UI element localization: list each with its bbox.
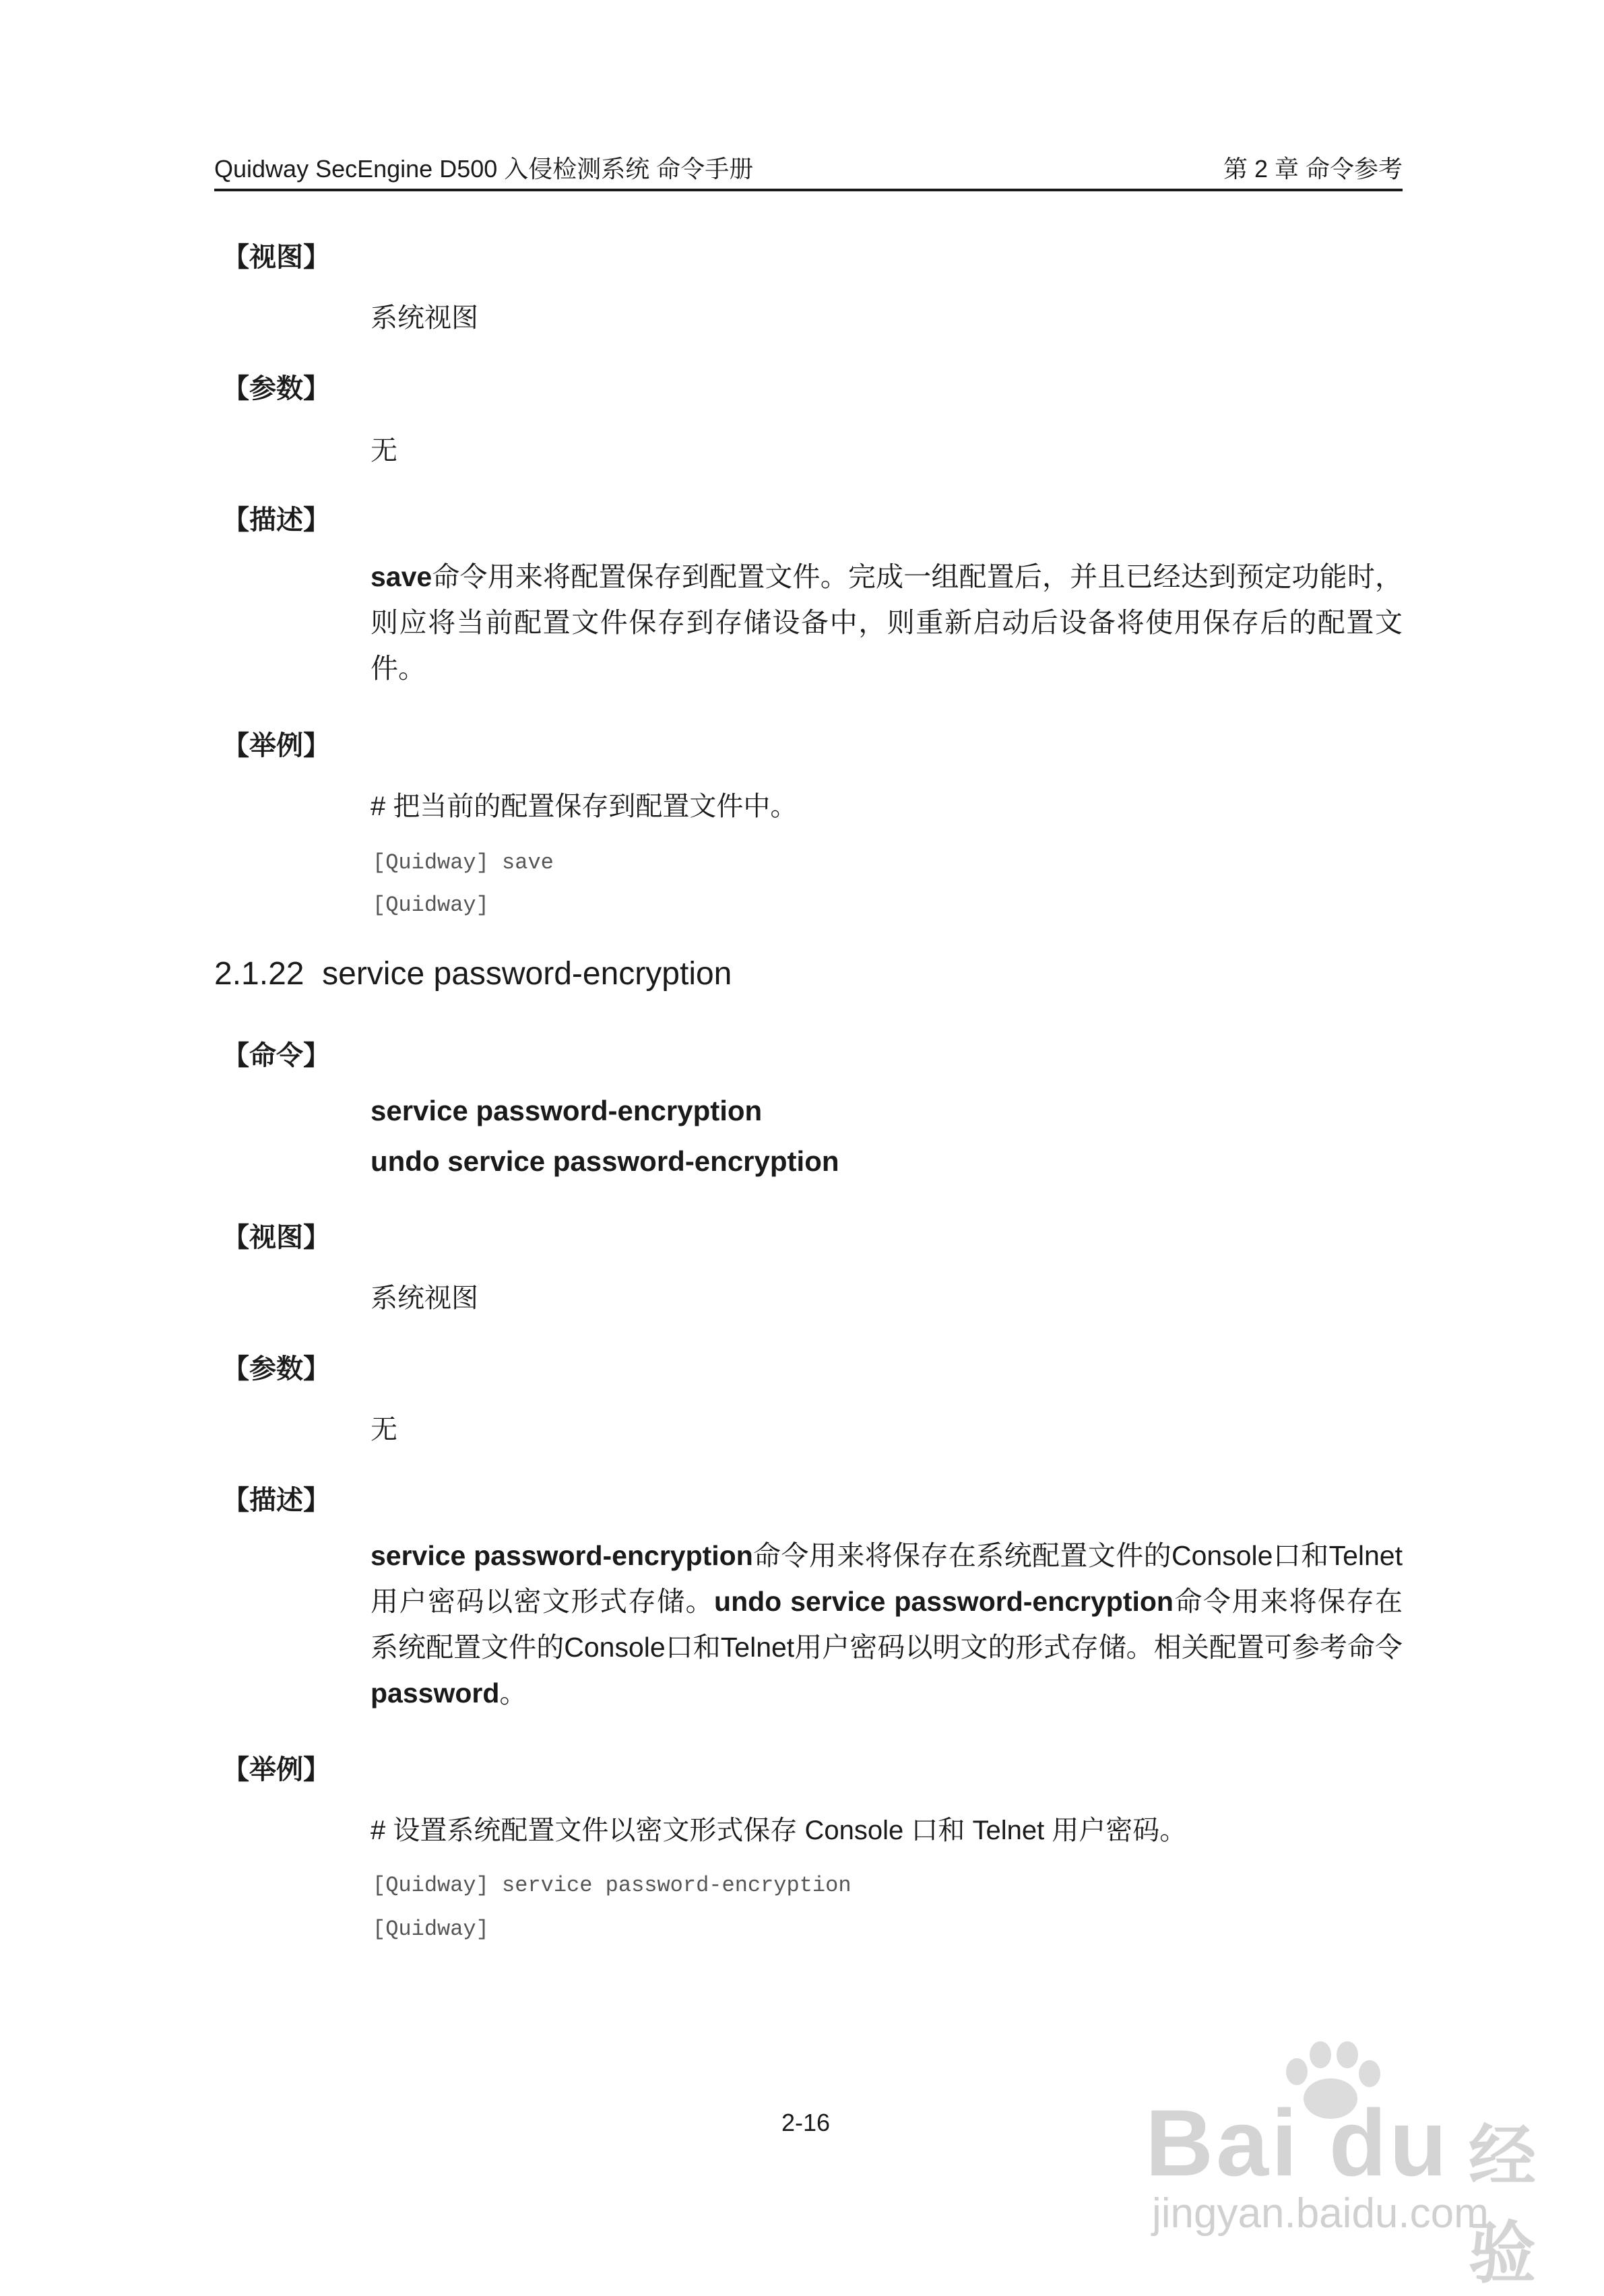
spe-code-line: [Quidway] <box>373 1917 489 1942</box>
baidu-watermark <box>1145 2041 1563 2291</box>
header-title: Quidway SecEngine D500 入侵检测系统 命令手册 <box>214 155 754 183</box>
spe-desc-text: 。 <box>499 1678 527 1709</box>
spe-desc-heading: 【描述】 <box>222 1486 330 1515</box>
save-example-heading: 【举例】 <box>222 731 330 761</box>
header-chapter: 第 2 章 命令参考 <box>1223 155 1403 183</box>
save-desc-heading: 【描述】 <box>222 505 330 535</box>
save-example-comment: # 把当前的配置保存到配置文件中。 <box>371 792 798 821</box>
save-desc-cmd: save <box>371 561 432 592</box>
section-heading <box>214 955 732 992</box>
spe-desc-undo-cmd: undo service password-encryption <box>714 1586 1174 1617</box>
spe-view-value: 系统视图 <box>371 1283 478 1313</box>
save-params-value: 无 <box>371 436 397 466</box>
watermark-url: jingyan.baidu.com <box>1152 2190 1489 2237</box>
spe-desc-cmd: service password-encryption <box>371 1540 753 1571</box>
section-number: 2.1.22 <box>214 956 304 992</box>
spe-params-value: 无 <box>371 1415 397 1444</box>
section-title: service password-encryption <box>322 956 732 992</box>
save-code-line: [Quidway] <box>373 893 489 918</box>
spe-cmd-line: undo service password-encryption <box>371 1145 839 1177</box>
save-desc-text: 命令用来将配置保存到配置文件。完成一组配置后，并且已经达到预定功能时，则应将当前配置文件保存到存储设备中，则重新启动后设备将使用保存后的配置文件。 <box>371 561 1403 684</box>
spe-desc-text: 命令用来将保存在系统配置文件的Console口和Telnet用户密码以明文的形式存储。相关配置可参考命令 <box>371 1586 1403 1663</box>
save-description <box>371 554 1403 691</box>
watermark-brand: Bai du <box>1145 2090 1450 2196</box>
spe-view-heading: 【视图】 <box>222 1223 330 1252</box>
page-number: 2-16 <box>781 2109 831 2136</box>
spe-desc-text: 命令用来将保存在系统配置文件的Console口和Telnet用户密码以密文形式存储。 <box>371 1540 1403 1617</box>
save-code-line: [Quidway] save <box>373 850 554 875</box>
spe-desc-ref-cmd: password <box>371 1678 500 1709</box>
save-params-heading: 【参数】 <box>222 374 330 404</box>
spe-cmd-line: service password-encryption <box>371 1095 763 1126</box>
spe-example-heading: 【举例】 <box>222 1755 330 1785</box>
spe-params-heading: 【参数】 <box>222 1354 330 1384</box>
save-view-heading: 【视图】 <box>222 243 330 272</box>
page-header <box>214 147 1403 191</box>
spe-code-line: [Quidway] service password-encryption <box>373 1873 852 1898</box>
spe-cmd-heading: 【命令】 <box>222 1041 330 1071</box>
save-view-value: 系统视图 <box>371 303 478 333</box>
spe-description <box>371 1533 1403 1716</box>
watermark-jingyan: 经验 <box>1469 2119 1536 2291</box>
spe-example-comment: # 设置系统配置文件以密文形式保存 Console 口和 Telnet 用户密码。 <box>371 1816 1187 1845</box>
